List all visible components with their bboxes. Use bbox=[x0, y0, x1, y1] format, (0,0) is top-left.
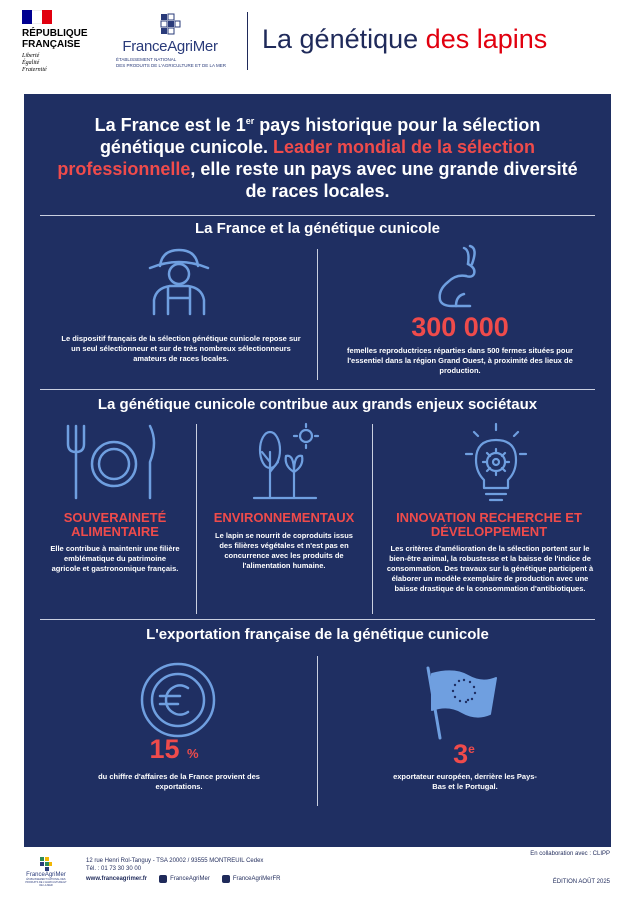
infographic-panel bbox=[24, 94, 611, 847]
franceagrimer-mark-icon bbox=[39, 856, 53, 872]
section2-col2-heading: ENVIRONNEMENTAUX bbox=[213, 510, 355, 525]
section2-divider-1 bbox=[196, 424, 197, 614]
intro-statement: La France est le 1er pays historique pour la sélection génétique cunicole. Leader mondial de la sélection professionnelle, elle reste un pays avec une grande diversité de races locales. bbox=[57, 115, 578, 201]
footer-logo: FranceAgriMer ÉTABLISSEMENT NATIONAL DES PRODUITS DE L'AGRICULTURE ET DE LA MER bbox=[24, 856, 68, 887]
header-divider bbox=[247, 12, 248, 70]
section2-col1-text: Elle contribue à maintenir une filière emblématique du patrimoine agricole et gastronomique français. bbox=[50, 544, 180, 573]
section1-right-text: femelles reproductrices réparties dans 500 fermes situées pour l'essentiel dans la région Grand Ouest, à proximité des lieux de production. bbox=[347, 346, 573, 375]
farmer-icon bbox=[144, 244, 214, 321]
social-network-icon bbox=[159, 875, 167, 883]
franceagrimer-logo bbox=[110, 12, 230, 68]
divider bbox=[40, 389, 595, 390]
cutlery-icon bbox=[64, 422, 160, 507]
euro-icon bbox=[138, 660, 218, 745]
page-title: La génétique des lapins bbox=[262, 24, 548, 54]
section1-title: La France et la génétique cunicole bbox=[194, 220, 441, 237]
social-links bbox=[86, 875, 281, 883]
franceagrimer-name: FranceAgriMer bbox=[122, 38, 218, 55]
section3-title: L'exportation française de la génétique cunicole bbox=[146, 626, 489, 643]
section3-right-text: exportateur européen, derrière les Pays-Bas et le Portugal. bbox=[393, 772, 537, 791]
section2-col3-heading: INNOVATION RECHERCHE ET DÉVELOPPEMENT bbox=[396, 510, 582, 539]
section3-left-number: 15 % bbox=[149, 734, 199, 764]
eu-flag-icon bbox=[424, 664, 500, 745]
divider bbox=[40, 619, 595, 620]
section2-col3-text: Les critères d'amélioration de la sélection portent sur le bien-être animal, la robustesse et la baisse de l'indice de consommation. Des travaux sur la génétique participent à élaborer un modèle exemplaire de production avec une baisse drastique de la consommation d'antibiotiques. bbox=[386, 544, 594, 593]
rf-name-line1: RÉPUBLIQUE bbox=[22, 28, 88, 39]
section3-right-number: 3e bbox=[453, 739, 475, 769]
social-network-icon bbox=[222, 875, 230, 883]
section2-title: La génétique cunicole contribue aux grands enjeux sociétaux bbox=[97, 396, 538, 413]
french-flag-icon bbox=[22, 10, 52, 24]
plants-icon bbox=[250, 422, 320, 507]
franceagrimer-mark-icon bbox=[157, 12, 183, 36]
rabbit-icon bbox=[430, 244, 482, 315]
section1-number: 300 000 bbox=[411, 312, 509, 342]
divider bbox=[40, 215, 595, 216]
section1-divider bbox=[317, 249, 318, 380]
social-link-1[interactable]: FranceAgriMer bbox=[159, 875, 210, 883]
section2-divider-2 bbox=[372, 424, 373, 614]
collaboration-note: En collaboration avec : CLIPP bbox=[530, 851, 610, 857]
page-header bbox=[0, 0, 634, 88]
section3-left-text: du chiffre d'affaires de la France provient des exportations. bbox=[98, 772, 260, 791]
rf-name-line2: FRANÇAISE bbox=[22, 39, 81, 50]
section1-left-text: Le dispositif français de la sélection génétique cunicole repose sur un seul sélectionneur et sur de très nombreux sélectionneurs amateurs de races locales. bbox=[61, 334, 301, 363]
section2-col2-text: Le lapin se nourrit de coproduits issus des filières végétales et n'est pas en concurrence avec les produits de l'alimentation humaine. bbox=[215, 531, 353, 570]
lightbulb-gear-icon bbox=[464, 422, 528, 507]
section2-col1-heading: SOUVERAINETÉ ALIMENTAIRE bbox=[63, 510, 167, 539]
section3-divider bbox=[317, 656, 318, 806]
republique-francaise-logo bbox=[22, 10, 102, 74]
edition-date: ÉDITION AOÛT 2025 bbox=[552, 879, 610, 885]
website-link[interactable]: www.franceagrimer.fr bbox=[86, 876, 148, 882]
contact-address: 12 rue Henri Rol-Tanguy - TSA 20002 / 93555 MONTREUIL Cedex Tél. : 01 73 30 30 00 bbox=[86, 858, 264, 872]
social-link-2[interactable]: FranceAgriMerFR bbox=[222, 875, 281, 883]
rf-motto: Liberté Égalité Fraternité bbox=[22, 53, 47, 73]
franceagrimer-subtitle: ÉTABLISSEMENT NATIONAL DES PRODUITS DE L'AGRICULTURE ET DE LA MER bbox=[116, 57, 226, 68]
